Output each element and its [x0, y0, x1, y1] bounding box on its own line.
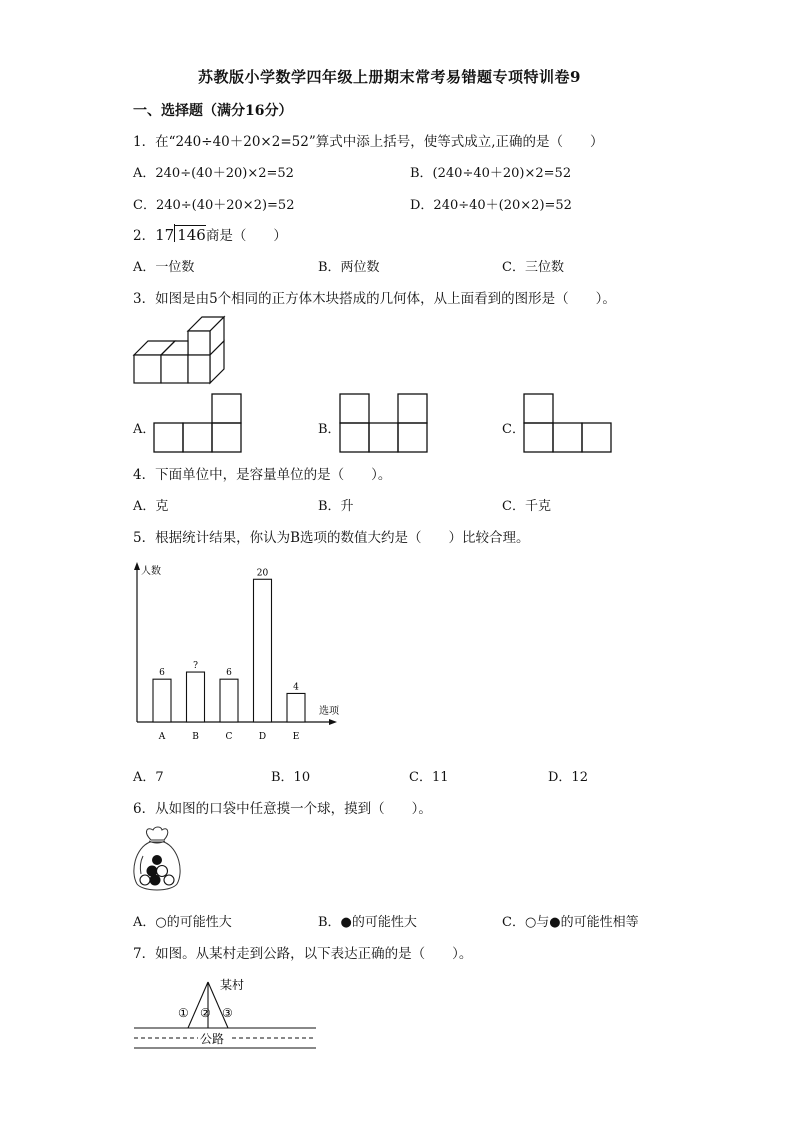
long-division-bracket — [174, 226, 206, 244]
section-heading: 一、选择题（满分16分） — [133, 103, 293, 119]
q1-option-a[interactable]: A．240÷(40＋20)×2=52 — [133, 166, 294, 181]
question-4-stem: 4．下面单位中，是容量单位的是（ ）。 — [133, 467, 392, 483]
q3-option-c-shape — [523, 393, 613, 453]
question-2-stem — [133, 224, 287, 244]
q6-option-a[interactable]: A．○的可能性大 — [133, 915, 232, 930]
q2-tail: 商是（ ） — [205, 228, 287, 244]
q3-option-a[interactable]: A． — [133, 422, 156, 437]
data-label-D: 20 — [256, 568, 269, 579]
q6-option-b[interactable]: B．●的可能性大 — [318, 915, 417, 930]
q2-option-c[interactable]: C．三位数 — [502, 260, 564, 275]
tick-label-B: B — [192, 732, 199, 742]
q5-option-b[interactable]: B．10 — [271, 770, 311, 785]
q1-option-b[interactable]: B．(240÷40＋20)×2=52 — [410, 166, 572, 181]
bar-B — [187, 672, 205, 722]
path-label-2: ② — [200, 1006, 211, 1020]
q3-option-b-shape — [339, 393, 429, 453]
path-label-1: ① — [178, 1006, 189, 1020]
data-label-E: 4 — [293, 682, 299, 693]
q6-option-c[interactable]: C．○与●的可能性相等 — [502, 915, 639, 930]
cube-figure — [130, 314, 230, 386]
bar-chart — [128, 560, 343, 745]
x-axis-arrow — [329, 719, 337, 725]
data-label-C: 6 — [226, 668, 232, 679]
question-1-stem: 1．在“240÷40＋20×2=52”算式中添上括号，使等式成立,正确的是（ ） — [133, 134, 604, 150]
road-label: 公路 — [200, 1032, 225, 1046]
tick-label-A: A — [158, 732, 166, 742]
q1-option-c[interactable]: C．240÷(40＋20×2)=52 — [133, 198, 295, 213]
page-title: 苏教版小学数学四年级上册期末常考易错题专项特训卷9 — [198, 68, 581, 86]
q5-option-c[interactable]: C．11 — [409, 770, 449, 785]
y-axis-label: 人数 — [141, 566, 161, 577]
q4-option-b[interactable]: B．升 — [318, 499, 354, 514]
q3-option-c[interactable]: C． — [502, 422, 525, 437]
question-3-stem: 3．如图是由5个相同的正方体木块搭成的几何体，从上面看到的图形是（ ）。 — [133, 291, 616, 307]
q2-divisor: 17 — [155, 226, 175, 244]
q1-option-d[interactable]: D．240÷40＋(20×2)=52 — [410, 198, 572, 213]
bag-of-balls-figure — [131, 824, 183, 894]
bar-E — [287, 693, 305, 722]
q5-option-d[interactable]: D．12 — [548, 770, 588, 785]
q4-option-a[interactable]: A．克 — [133, 499, 169, 514]
village-label: 某村 — [220, 978, 245, 992]
y-axis-arrow — [134, 562, 140, 570]
q2-option-b[interactable]: B．两位数 — [318, 260, 380, 275]
data-label-B: ? — [193, 661, 198, 672]
q2-option-a[interactable]: A．一位数 — [133, 260, 195, 275]
bar-C — [220, 679, 238, 722]
q5-option-a[interactable]: A．7 — [133, 770, 164, 785]
q4-option-c[interactable]: C．千克 — [502, 499, 551, 514]
x-axis-label: 选项 — [319, 706, 339, 717]
bar-A — [153, 679, 171, 722]
village-road-figure — [132, 972, 318, 1062]
tick-label-C: C — [225, 732, 233, 742]
tick-label-D: D — [258, 732, 267, 742]
q3-option-a-shape — [153, 393, 243, 453]
q3-option-b[interactable]: B． — [318, 422, 341, 437]
question-5-stem: 5．根据统计结果，你认为B选项的数值大约是（ ）比较合理。 — [133, 530, 530, 546]
tick-label-E: E — [292, 732, 300, 742]
path-label-3: ③ — [222, 1006, 233, 1020]
q2-number: 2． — [133, 228, 156, 244]
data-label-A: 6 — [159, 668, 165, 679]
bar-D — [254, 579, 272, 722]
question-6-stem: 6．从如图的口袋中任意摸一个球，摸到（ ）。 — [133, 801, 432, 817]
question-7-stem: 7．如图。从某村走到公路，以下表达正确的是（ ）。 — [133, 946, 473, 962]
q2-dividend: 146 — [174, 225, 206, 244]
